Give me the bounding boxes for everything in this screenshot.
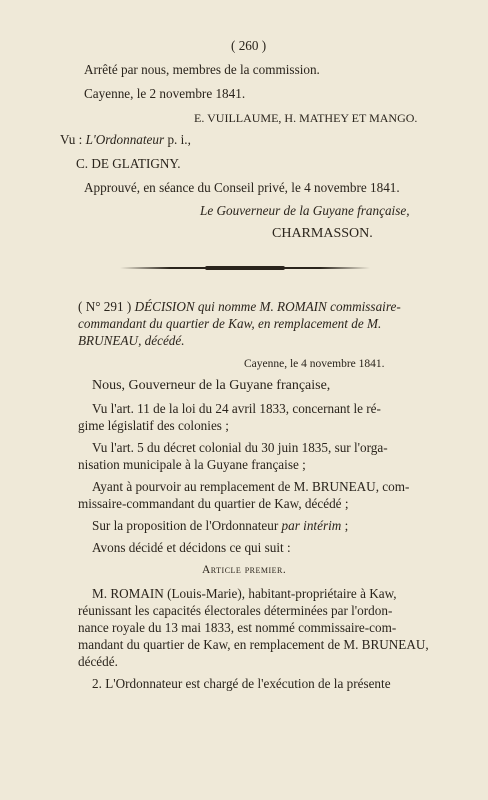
ordonnateur-name: C. DE GLATIGNY. [76, 156, 181, 171]
avons-line: Avons décidé et décidons ce qui suit : [92, 540, 291, 555]
approuve-line: Approuvé, en séance du Conseil privé, le 4 novembre 1841. [84, 180, 400, 195]
vu-ordonnateur-line [60, 132, 191, 148]
page-number: ( 260 ) [231, 38, 267, 53]
proposition-c: ; [341, 518, 349, 533]
decision-title-line-1 [78, 299, 401, 315]
place-date-line: Cayenne, le 2 novembre 1841. [84, 86, 246, 101]
arrete-line: Arrêté par nous, membres de la commission. [84, 62, 320, 77]
vu2-line-b: nisation municipale à la Guyane française ; [78, 457, 306, 472]
art2-line: 2. L'Ordonnateur est chargé de l'exécution de la présente [92, 676, 391, 691]
article-heading: Article premier. [202, 564, 287, 576]
proposition-line [92, 518, 348, 534]
ayant-line-a: Ayant à pourvoir au remplacement de M. BRUNEAU, com- [92, 479, 410, 494]
art1-line-4: mandant du quartier de Kaw, en remplacement de M. BRUNEAU, [78, 637, 429, 652]
vu-suffix: p. i., [164, 132, 191, 147]
vu-title: L'Ordonnateur [85, 132, 165, 147]
vu1-line-b: gime législatif des colonies ; [78, 418, 229, 433]
vu-prefix: Vu : [60, 132, 86, 147]
governor-name: CHARMASSON. [272, 226, 373, 241]
decision-title-1: DÉCISION qui nomme M. ROMAIN commissaire- [134, 299, 401, 314]
decision-title-3: BRUNEAU, décédé. [78, 333, 185, 348]
proposition-b: par intérim [281, 518, 342, 533]
vu1-line-a: Vu l'art. 11 de la loi du 24 avril 1833, concernant le ré- [92, 401, 381, 416]
signatories-line: E. VUILLAUME, H. MATHEY ET MANGO. [194, 111, 418, 125]
decision-date: Cayenne, le 4 novembre 1841. [244, 358, 385, 370]
decision-number: ( N° 291 ) [78, 299, 132, 314]
decision-title-2: commandant du quartier de Kaw, en remplacement de M. [78, 316, 382, 331]
art1-line-2: réunissant les capacités électorales déterminées par l'ordon- [78, 603, 393, 618]
art1-line-1: M. ROMAIN (Louis-Marie), habitant-propriétaire à Kaw, [92, 586, 397, 601]
governor-title: Le Gouverneur de la Guyane française, [200, 203, 410, 218]
vu2-line-a: Vu l'art. 5 du décret colonial du 30 juin 1835, sur l'orga- [92, 440, 388, 455]
art1-line-3: nance royale du 13 mai 1833, est nommé commissaire-com- [78, 620, 397, 635]
section-divider-center [205, 266, 285, 270]
nous-line: Nous, Gouverneur de la Guyane française, [92, 378, 331, 393]
proposition-a: Sur la proposition de l'Ordonnateur [92, 518, 282, 533]
art1-line-5: décédé. [78, 654, 118, 669]
ayant-line-b: missaire-commandant du quartier de Kaw, décédé ; [78, 496, 349, 511]
